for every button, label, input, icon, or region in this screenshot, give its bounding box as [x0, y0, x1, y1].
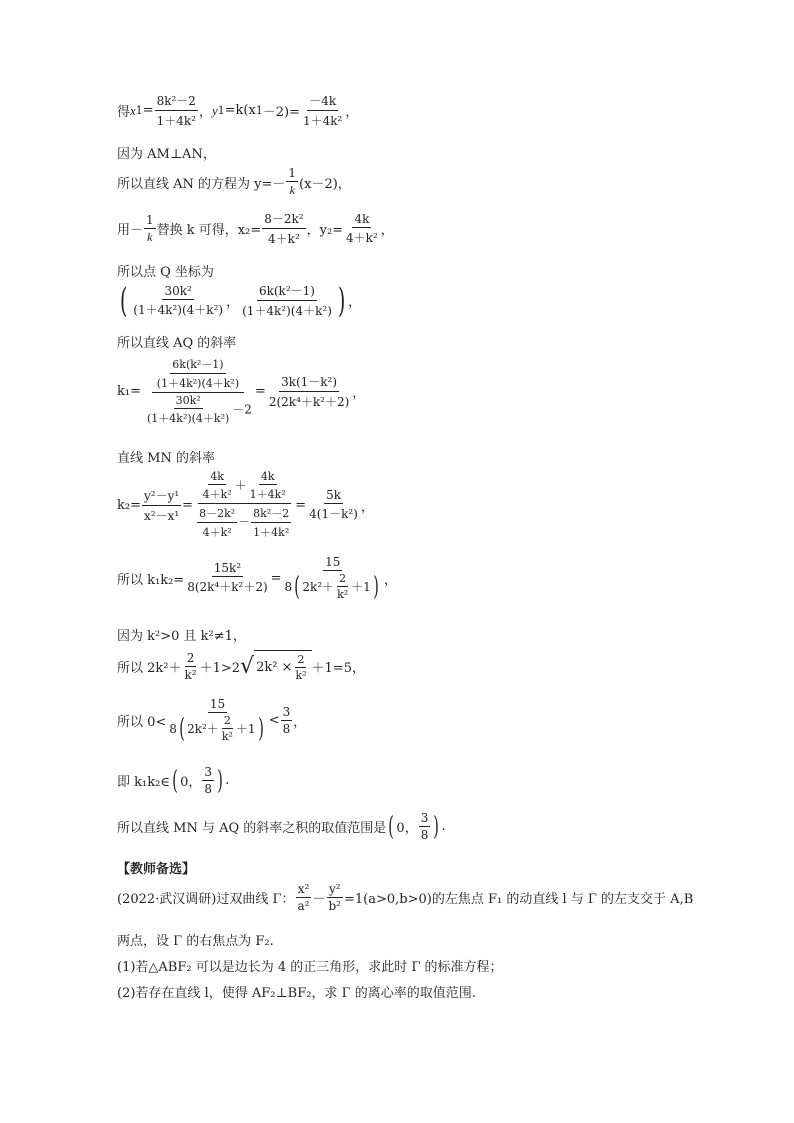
eq-line-11: [117, 555, 397, 601]
text: 所以 0<: [117, 714, 167, 730]
numerator: 8－2k²: [262, 210, 305, 229]
denominator: k²: [184, 667, 197, 682]
text: ＋1>2: [199, 660, 241, 676]
text: k₂=: [117, 497, 141, 513]
right-paren: ): [433, 811, 440, 842]
denominator: 8: [282, 721, 291, 736]
fraction-qy: [240, 282, 334, 319]
text: 0，: [396, 821, 418, 836]
text: 2k² ×: [256, 660, 293, 675]
numerator: 6k(k²－1): [257, 282, 317, 301]
denominator: 8: [420, 828, 429, 842]
text: －: [312, 892, 326, 907]
section-heading: 【教师备选】: [117, 862, 196, 877]
fraction: [202, 765, 214, 796]
fraction-y1: [301, 92, 344, 129]
eq-line-7: 所以直线 AQ 的斜率: [117, 336, 237, 351]
text: －2: [232, 402, 252, 417]
fraction: [293, 653, 308, 682]
fraction-y2: [344, 212, 380, 246]
fraction: [286, 166, 298, 198]
equals: =: [182, 497, 194, 513]
fraction: [183, 651, 199, 682]
denominator: k²: [295, 669, 307, 682]
denominator: k: [289, 183, 295, 197]
text: ，: [380, 223, 394, 238]
fraction: [251, 505, 291, 540]
denominator: 4＋k²: [202, 488, 232, 501]
denominator: [283, 571, 383, 601]
denominator: 8: [204, 782, 213, 796]
fraction: [142, 487, 181, 524]
numerator: y²－y¹: [142, 487, 181, 506]
eq-line-12: 因为 k²>0 且 k²≠1，: [117, 629, 246, 644]
question-2: (2)若存在直线 l，使得 AF₂⊥BF₂，求 Γ 的离心率的取值范围.: [117, 986, 476, 1001]
fraction: [281, 705, 293, 736]
text: ，: [360, 499, 374, 515]
sub: 1: [135, 104, 143, 117]
complex-fraction: [194, 470, 294, 540]
text: 所以直线 MN 与 AQ 的斜率之积的取值范围是: [117, 821, 387, 836]
denominator: 4＋k²: [268, 232, 300, 246]
right-paren: ): [217, 765, 223, 796]
fraction: [144, 213, 156, 245]
fraction: [296, 882, 312, 913]
fraction: [283, 555, 383, 601]
problem-line-1: [117, 882, 693, 913]
complex-fraction: [142, 356, 254, 426]
text: 得: [117, 105, 131, 120]
text: 2k²＋: [302, 580, 335, 594]
text: k₁=: [117, 383, 141, 399]
eq-line-15: [117, 765, 229, 796]
denominator: 4＋k²: [346, 230, 378, 245]
text: 所以直线 AN 的方程为 y=－: [117, 176, 286, 192]
numerator: 1: [146, 212, 154, 227]
numerator: 15k²: [213, 561, 242, 575]
fraction: [335, 572, 350, 601]
eq-line-13: [117, 650, 365, 682]
denominator: [142, 393, 254, 426]
numerator: x²: [297, 882, 310, 896]
denominator: 1＋4k²: [156, 114, 196, 128]
numerator: 2: [186, 650, 195, 665]
eq-line-2: 因为 AM⊥AN，: [117, 147, 216, 162]
numerator: 30k²: [175, 394, 201, 407]
text: 2k²＋: [187, 722, 219, 736]
left-paren: (: [179, 713, 185, 744]
text: ，: [348, 295, 362, 310]
eq-line-4: [117, 210, 394, 247]
denominator: k: [147, 229, 153, 244]
denominator: (1＋4k²)(4＋k²): [133, 302, 224, 317]
eq-line-5: 所以点 Q 坐标为: [117, 265, 214, 280]
text: 即 k₁k₂∈: [117, 775, 170, 790]
left-paren: (: [119, 280, 128, 321]
right-paren: ): [337, 280, 346, 321]
text: －2)=: [262, 105, 300, 120]
text: .: [441, 819, 446, 834]
right-paren: ): [373, 571, 379, 602]
denominator: (1＋4k²)(4＋k²): [146, 412, 230, 425]
eq-line-10: [117, 470, 374, 540]
text: ＋1: [351, 580, 371, 594]
numerator: －4k: [307, 92, 338, 111]
text: ，: [293, 714, 307, 730]
text: 0，: [180, 775, 202, 790]
sep: ，: [226, 295, 240, 310]
equals: =: [270, 570, 282, 586]
text: 所以 k₁k₂=: [117, 572, 185, 588]
fraction: [307, 488, 360, 522]
denominator: 1＋4k²: [302, 114, 343, 128]
text: ，: [345, 105, 359, 120]
text: (2022·武汉调研)过双曲线 Γ：: [117, 892, 295, 907]
numerator: [152, 356, 244, 393]
denominator: k²: [337, 588, 349, 601]
denominator: 8(2k⁴＋k²＋2): [187, 580, 268, 594]
numerator: 15: [325, 555, 341, 569]
equals: =: [254, 383, 266, 399]
numerator: 5k: [326, 488, 341, 502]
denominator: [194, 504, 294, 540]
numerator: 1: [288, 166, 297, 180]
eq-line-14: [117, 697, 306, 743]
square-root: [240, 650, 312, 682]
text: (x－2)，: [299, 176, 351, 192]
equals: =: [142, 103, 154, 118]
fraction: [185, 561, 269, 595]
numerator: 8k²－2: [251, 505, 291, 523]
var-x1: x: [130, 102, 136, 118]
fraction: [155, 356, 241, 391]
text: ，: [383, 572, 397, 588]
fraction: [327, 882, 344, 913]
problem-line-2: 两点，设 Γ 的右焦点为 F₂.: [117, 934, 274, 949]
text: ，: [352, 385, 366, 401]
denominator: [167, 713, 267, 743]
denominator: b²: [328, 899, 341, 913]
fraction-qx: [131, 284, 225, 318]
denominator: (1＋4k²)(4＋k²): [156, 377, 240, 390]
left-paren: (: [172, 765, 178, 796]
fraction: [201, 470, 234, 502]
numerator: 3: [420, 811, 429, 825]
denominator: 1＋4k²: [249, 488, 286, 501]
text: ＋1: [235, 722, 256, 736]
numerator: 6k(k²－1): [170, 356, 225, 374]
numerator: 4k: [210, 470, 224, 483]
numerator: 8k²－2: [155, 92, 198, 111]
numerator: y²: [328, 882, 341, 896]
eq-line-16: [117, 811, 446, 842]
denominator: 1＋4k²: [253, 526, 290, 539]
eq-line-1: [117, 92, 358, 129]
numerator: 3: [204, 765, 213, 779]
fraction: [197, 505, 237, 540]
text: 所以 2k²＋: [117, 660, 182, 676]
text: ＋: [234, 478, 247, 493]
fraction: [167, 697, 267, 743]
numerator: 3k(1－k²): [279, 373, 339, 392]
numerator: 30k²: [164, 283, 192, 298]
left-paren: (: [388, 811, 395, 842]
var-y1: y: [211, 102, 218, 118]
question-1: (1)若△ABF₂ 可以是边长为 4 的正三角形，求此时 Γ 的标准方程；: [117, 960, 503, 975]
numerator: 15: [209, 697, 226, 711]
text: =k(x: [224, 103, 256, 118]
denominator: 4＋k²: [202, 526, 232, 539]
numerator: 4k: [354, 211, 370, 226]
text: ，y₂=: [306, 223, 344, 238]
numerator: 2: [223, 714, 231, 727]
fraction-x1: [155, 92, 198, 129]
fraction: [145, 394, 231, 426]
numerator: [198, 470, 291, 504]
sub: 1: [217, 104, 225, 117]
numerator: 2: [297, 653, 305, 666]
fraction: [267, 373, 351, 410]
radicand: [254, 650, 311, 682]
right-paren: ): [257, 713, 264, 744]
eq-line-9: 直线 MN 的斜率: [117, 451, 215, 466]
denominator: 4(1－k²): [309, 507, 358, 521]
fraction: [220, 714, 235, 743]
numerator: 3: [282, 704, 291, 719]
text: 用－: [117, 223, 144, 238]
fraction-x2: [262, 210, 305, 247]
numerator: 4k: [260, 470, 275, 483]
text: －: [238, 515, 251, 529]
eq-line-8: [117, 356, 365, 426]
sub: 1: [255, 104, 263, 117]
text: ＋1=5，: [311, 660, 365, 676]
denominator: x²－x¹: [143, 508, 180, 523]
radical-sign: √: [240, 653, 255, 679]
fraction: [419, 811, 431, 842]
text: 8: [284, 579, 293, 594]
denominator: (1＋4k²)(4＋k²): [242, 304, 332, 318]
numerator: 2: [339, 572, 347, 585]
denominator: a²: [297, 899, 310, 913]
eq-line-3: [117, 166, 351, 198]
text: <: [268, 712, 280, 728]
denominator: k²: [221, 730, 233, 743]
text: =1(a>0,b>0)的左焦点 F₁ 的动直线 l 与 Γ 的左支交于 A,B: [344, 892, 694, 907]
fraction: [248, 470, 288, 502]
text: 替换 k 可得，x₂=: [156, 223, 262, 238]
eq-line-6: [117, 282, 361, 319]
text: .: [225, 773, 230, 788]
equals: =: [295, 497, 307, 513]
denominator: 2(2k⁴＋k²＋2): [268, 394, 350, 409]
numerator: 8－2k²: [197, 505, 237, 523]
text: 8: [169, 721, 177, 736]
sep: ，: [198, 105, 212, 120]
left-paren: (: [294, 571, 301, 602]
